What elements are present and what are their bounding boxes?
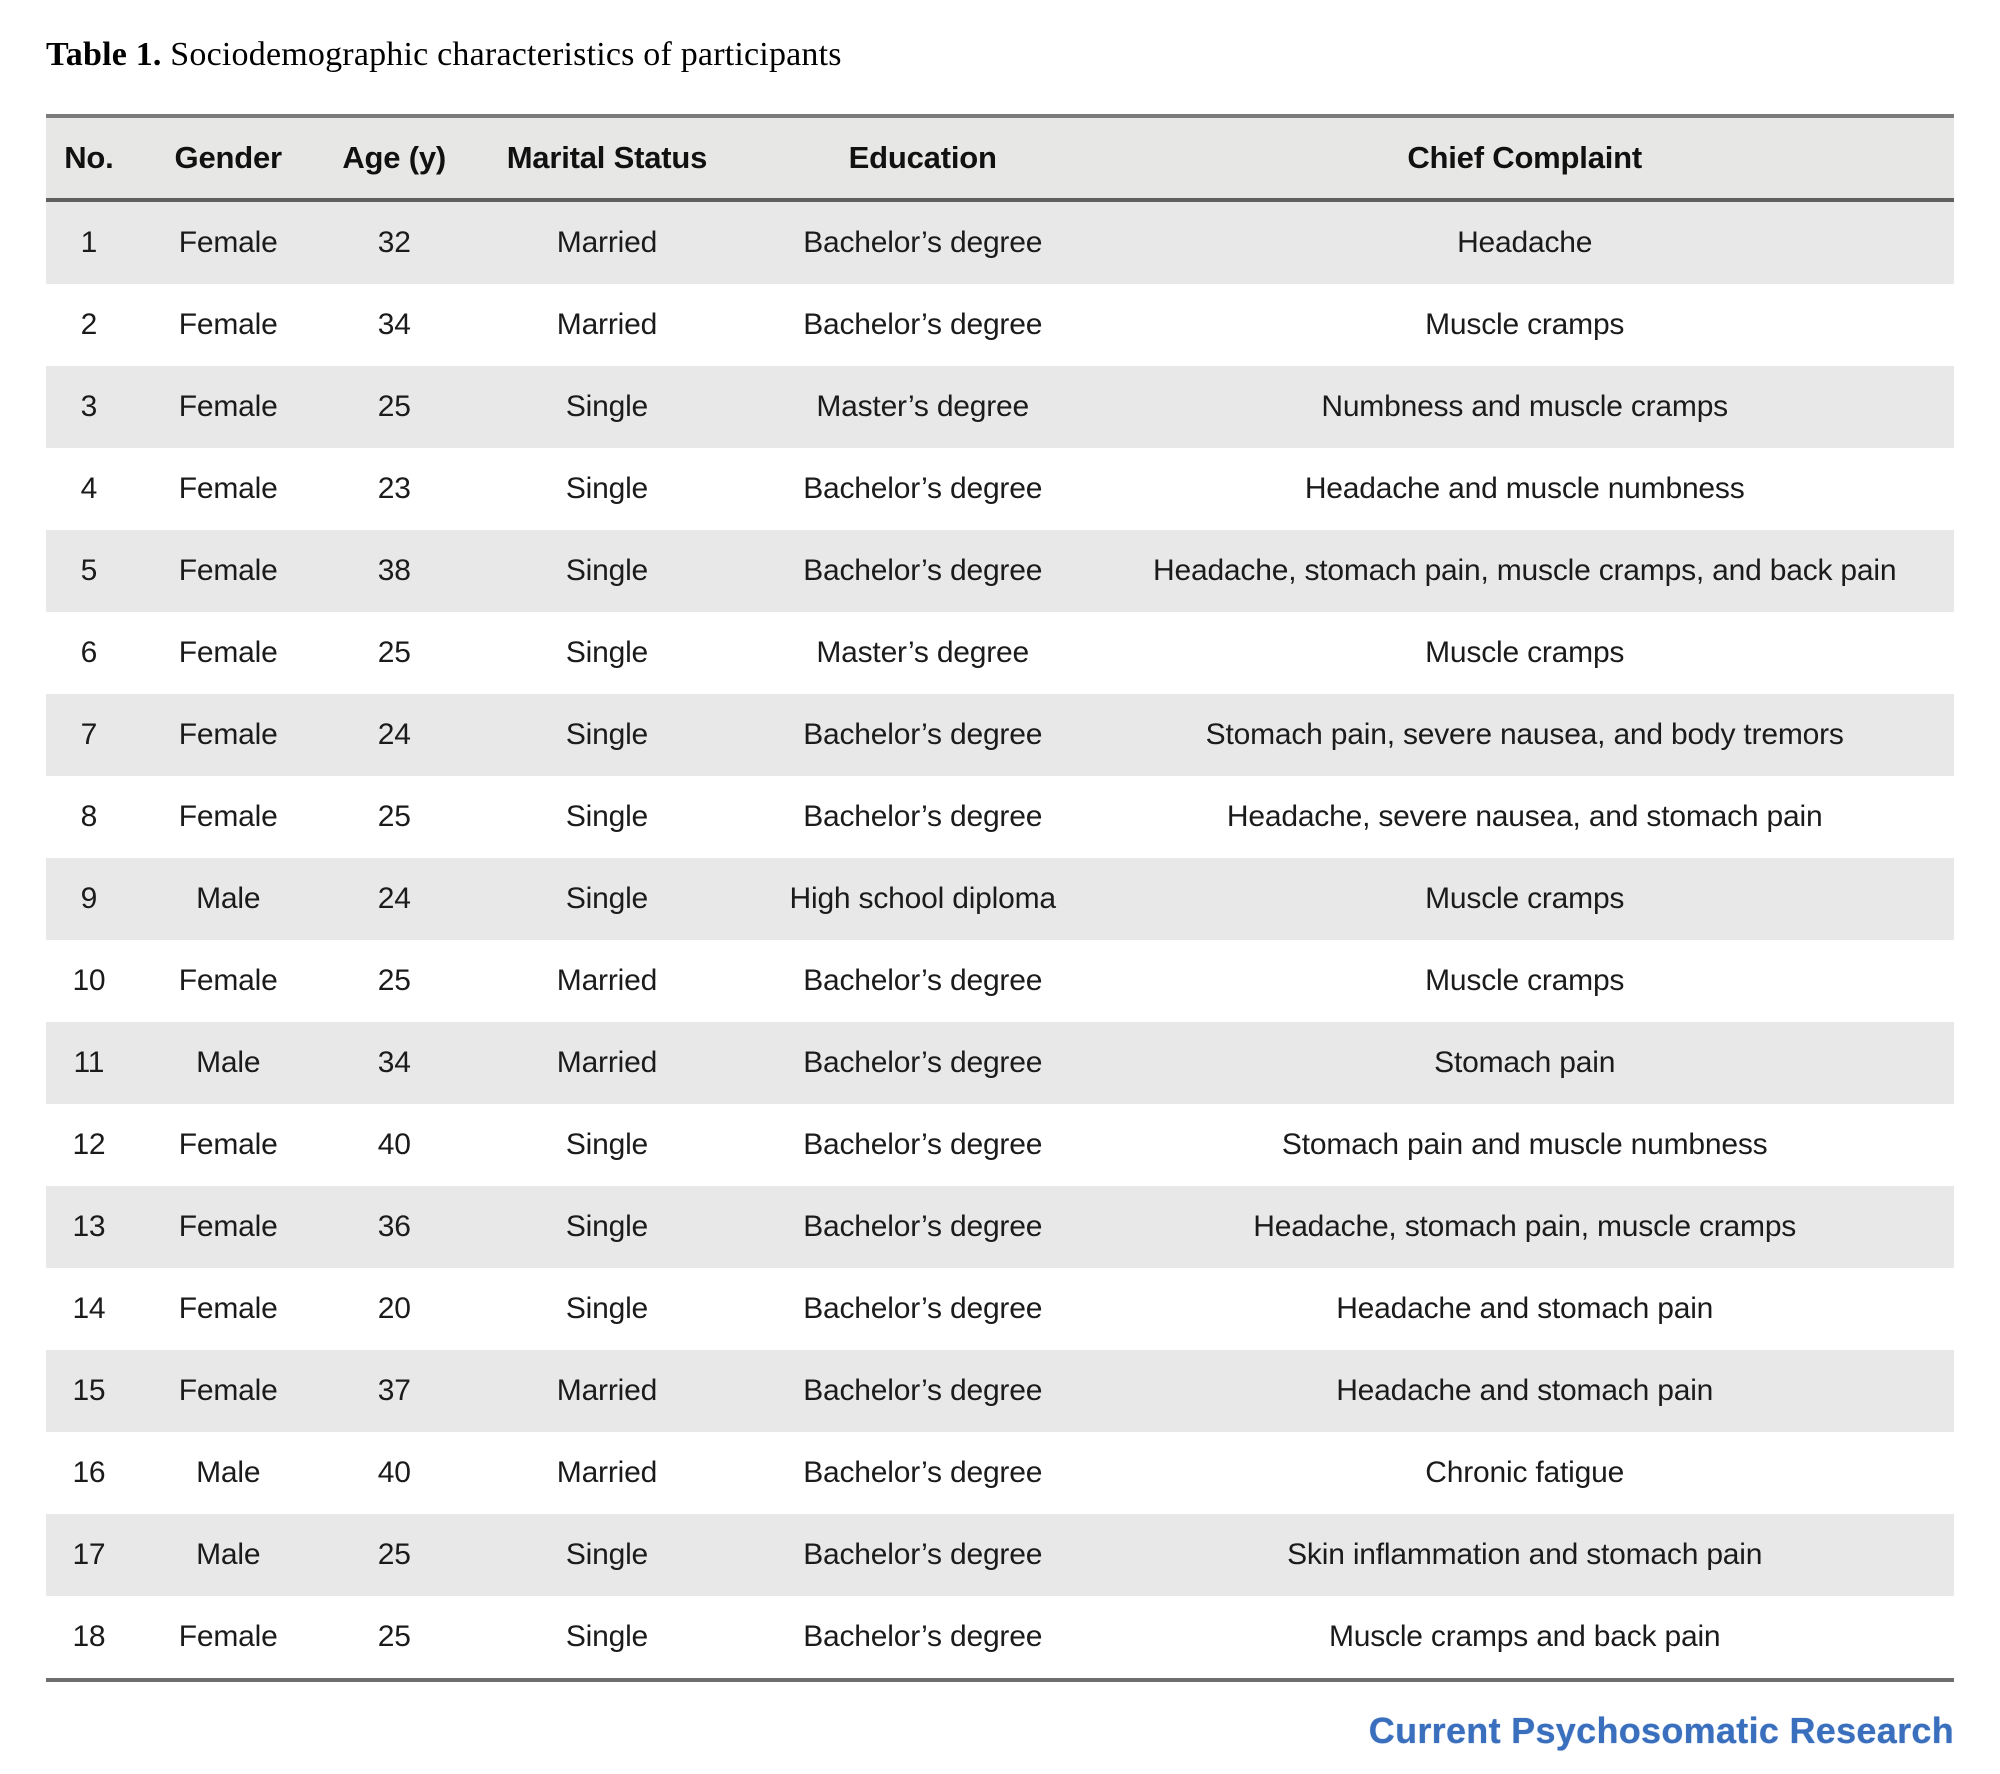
table-body xyxy=(46,200,1954,1680)
cell-chief-complaint: Headache, severe nausea, and stomach pain xyxy=(1095,776,1954,858)
cell-age: 34 xyxy=(325,284,464,366)
cell-education: Bachelor’s degree xyxy=(750,1268,1095,1350)
cell-education: Master’s degree xyxy=(750,366,1095,448)
table-title xyxy=(46,36,1954,74)
cell-age: 25 xyxy=(325,1514,464,1596)
cell-gender: Female xyxy=(132,694,325,776)
cell-education: Bachelor’s degree xyxy=(750,776,1095,858)
cell-marital-status: Single xyxy=(464,366,750,448)
cell-chief-complaint: Muscle cramps xyxy=(1095,284,1954,366)
cell-age: 25 xyxy=(325,612,464,694)
table-row xyxy=(46,1186,1954,1268)
cell-age: 25 xyxy=(325,1596,464,1680)
cell-gender: Male xyxy=(132,1022,325,1104)
cell-marital-status: Single xyxy=(464,1268,750,1350)
table-row xyxy=(46,1022,1954,1104)
table-row xyxy=(46,1104,1954,1186)
cell-age: 24 xyxy=(325,694,464,776)
cell-education: Bachelor’s degree xyxy=(750,694,1095,776)
table-row xyxy=(46,200,1954,284)
column-header-no: No. xyxy=(46,116,132,200)
cell-no: 13 xyxy=(46,1186,132,1268)
cell-chief-complaint: Muscle cramps xyxy=(1095,858,1954,940)
cell-marital-status: Married xyxy=(464,1432,750,1514)
sociodemographic-table xyxy=(46,114,1954,1682)
cell-age: 40 xyxy=(325,1104,464,1186)
table-row xyxy=(46,284,1954,366)
cell-age: 25 xyxy=(325,366,464,448)
cell-gender: Female xyxy=(132,448,325,530)
cell-age: 34 xyxy=(325,1022,464,1104)
cell-no: 16 xyxy=(46,1432,132,1514)
cell-gender: Female xyxy=(132,1186,325,1268)
cell-no: 12 xyxy=(46,1104,132,1186)
cell-chief-complaint: Headache, stomach pain, muscle cramps xyxy=(1095,1186,1954,1268)
cell-marital-status: Single xyxy=(464,1514,750,1596)
cell-age: 38 xyxy=(325,530,464,612)
cell-age: 40 xyxy=(325,1432,464,1514)
cell-marital-status: Married xyxy=(464,1022,750,1104)
cell-gender: Female xyxy=(132,200,325,284)
cell-no: 7 xyxy=(46,694,132,776)
cell-marital-status: Single xyxy=(464,612,750,694)
cell-gender: Female xyxy=(132,1268,325,1350)
cell-no: 18 xyxy=(46,1596,132,1680)
cell-education: High school diploma xyxy=(750,858,1095,940)
cell-age: 23 xyxy=(325,448,464,530)
table-row xyxy=(46,1350,1954,1432)
cell-no: 14 xyxy=(46,1268,132,1350)
cell-chief-complaint: Headache and stomach pain xyxy=(1095,1350,1954,1432)
cell-gender: Female xyxy=(132,530,325,612)
cell-gender: Female xyxy=(132,1596,325,1680)
table-row xyxy=(46,776,1954,858)
cell-education: Bachelor’s degree xyxy=(750,1022,1095,1104)
column-header-chief-complaint: Chief Complaint xyxy=(1095,116,1954,200)
column-header-gender: Gender xyxy=(132,116,325,200)
cell-education: Bachelor’s degree xyxy=(750,1514,1095,1596)
table-title-text: Sociodemographic characteristics of participants xyxy=(161,36,842,73)
table-row xyxy=(46,1432,1954,1514)
table-row xyxy=(46,448,1954,530)
cell-age: 25 xyxy=(325,776,464,858)
cell-marital-status: Married xyxy=(464,284,750,366)
cell-age: 25 xyxy=(325,940,464,1022)
cell-chief-complaint: Stomach pain and muscle numbness xyxy=(1095,1104,1954,1186)
cell-age: 24 xyxy=(325,858,464,940)
column-header-marital-status: Marital Status xyxy=(464,116,750,200)
cell-education: Bachelor’s degree xyxy=(750,530,1095,612)
table-title-label: Table 1. xyxy=(46,36,162,73)
cell-marital-status: Single xyxy=(464,1186,750,1268)
cell-education: Bachelor’s degree xyxy=(750,1596,1095,1680)
cell-chief-complaint: Numbness and muscle cramps xyxy=(1095,366,1954,448)
cell-marital-status: Single xyxy=(464,858,750,940)
cell-chief-complaint: Stomach pain, severe nausea, and body tremors xyxy=(1095,694,1954,776)
table-row xyxy=(46,858,1954,940)
cell-no: 2 xyxy=(46,284,132,366)
cell-marital-status: Single xyxy=(464,448,750,530)
cell-chief-complaint: Headache, stomach pain, muscle cramps, and back pain xyxy=(1095,530,1954,612)
cell-education: Bachelor’s degree xyxy=(750,284,1095,366)
cell-chief-complaint: Headache and stomach pain xyxy=(1095,1268,1954,1350)
cell-gender: Female xyxy=(132,612,325,694)
cell-chief-complaint: Skin inflammation and stomach pain xyxy=(1095,1514,1954,1596)
cell-gender: Female xyxy=(132,940,325,1022)
cell-no: 1 xyxy=(46,200,132,284)
cell-chief-complaint: Chronic fatigue xyxy=(1095,1432,1954,1514)
cell-education: Bachelor’s degree xyxy=(750,940,1095,1022)
journal-logo: Current Psychosomatic Research xyxy=(1368,1710,1954,1751)
cell-marital-status: Married xyxy=(464,200,750,284)
cell-education: Bachelor’s degree xyxy=(750,1104,1095,1186)
cell-gender: Female xyxy=(132,1104,325,1186)
table-row xyxy=(46,1268,1954,1350)
cell-no: 5 xyxy=(46,530,132,612)
cell-marital-status: Single xyxy=(464,1596,750,1680)
table-row xyxy=(46,694,1954,776)
cell-gender: Male xyxy=(132,858,325,940)
cell-gender: Female xyxy=(132,366,325,448)
cell-gender: Female xyxy=(132,776,325,858)
cell-gender: Female xyxy=(132,1350,325,1432)
header-row xyxy=(46,116,1954,200)
cell-gender: Male xyxy=(132,1514,325,1596)
table-row xyxy=(46,366,1954,448)
cell-no: 6 xyxy=(46,612,132,694)
cell-no: 8 xyxy=(46,776,132,858)
cell-no: 17 xyxy=(46,1514,132,1596)
cell-gender: Male xyxy=(132,1432,325,1514)
cell-marital-status: Single xyxy=(464,776,750,858)
cell-marital-status: Single xyxy=(464,694,750,776)
cell-chief-complaint: Headache xyxy=(1095,200,1954,284)
cell-marital-status: Single xyxy=(464,1104,750,1186)
cell-no: 4 xyxy=(46,448,132,530)
cell-age: 20 xyxy=(325,1268,464,1350)
footer xyxy=(46,1682,1954,1752)
column-header-age: Age (y) xyxy=(325,116,464,200)
column-header-education: Education xyxy=(750,116,1095,200)
cell-no: 9 xyxy=(46,858,132,940)
cell-education: Bachelor’s degree xyxy=(750,448,1095,530)
cell-no: 3 xyxy=(46,366,132,448)
cell-no: 10 xyxy=(46,940,132,1022)
cell-education: Bachelor’s degree xyxy=(750,1186,1095,1268)
table-row xyxy=(46,612,1954,694)
cell-education: Bachelor’s degree xyxy=(750,200,1095,284)
table-row xyxy=(46,530,1954,612)
table-row xyxy=(46,1596,1954,1680)
cell-no: 15 xyxy=(46,1350,132,1432)
cell-gender: Female xyxy=(132,284,325,366)
cell-education: Bachelor’s degree xyxy=(750,1432,1095,1514)
cell-chief-complaint: Muscle cramps xyxy=(1095,940,1954,1022)
cell-chief-complaint: Headache and muscle numbness xyxy=(1095,448,1954,530)
cell-chief-complaint: Muscle cramps and back pain xyxy=(1095,1596,1954,1680)
cell-no: 11 xyxy=(46,1022,132,1104)
cell-education: Master’s degree xyxy=(750,612,1095,694)
table-row xyxy=(46,940,1954,1022)
cell-marital-status: Married xyxy=(464,1350,750,1432)
table-row xyxy=(46,1514,1954,1596)
table-header xyxy=(46,116,1954,200)
cell-chief-complaint: Stomach pain xyxy=(1095,1022,1954,1104)
cell-marital-status: Married xyxy=(464,940,750,1022)
cell-chief-complaint: Muscle cramps xyxy=(1095,612,1954,694)
cell-age: 37 xyxy=(325,1350,464,1432)
cell-marital-status: Single xyxy=(464,530,750,612)
cell-age: 36 xyxy=(325,1186,464,1268)
cell-age: 32 xyxy=(325,200,464,284)
cell-education: Bachelor’s degree xyxy=(750,1350,1095,1432)
